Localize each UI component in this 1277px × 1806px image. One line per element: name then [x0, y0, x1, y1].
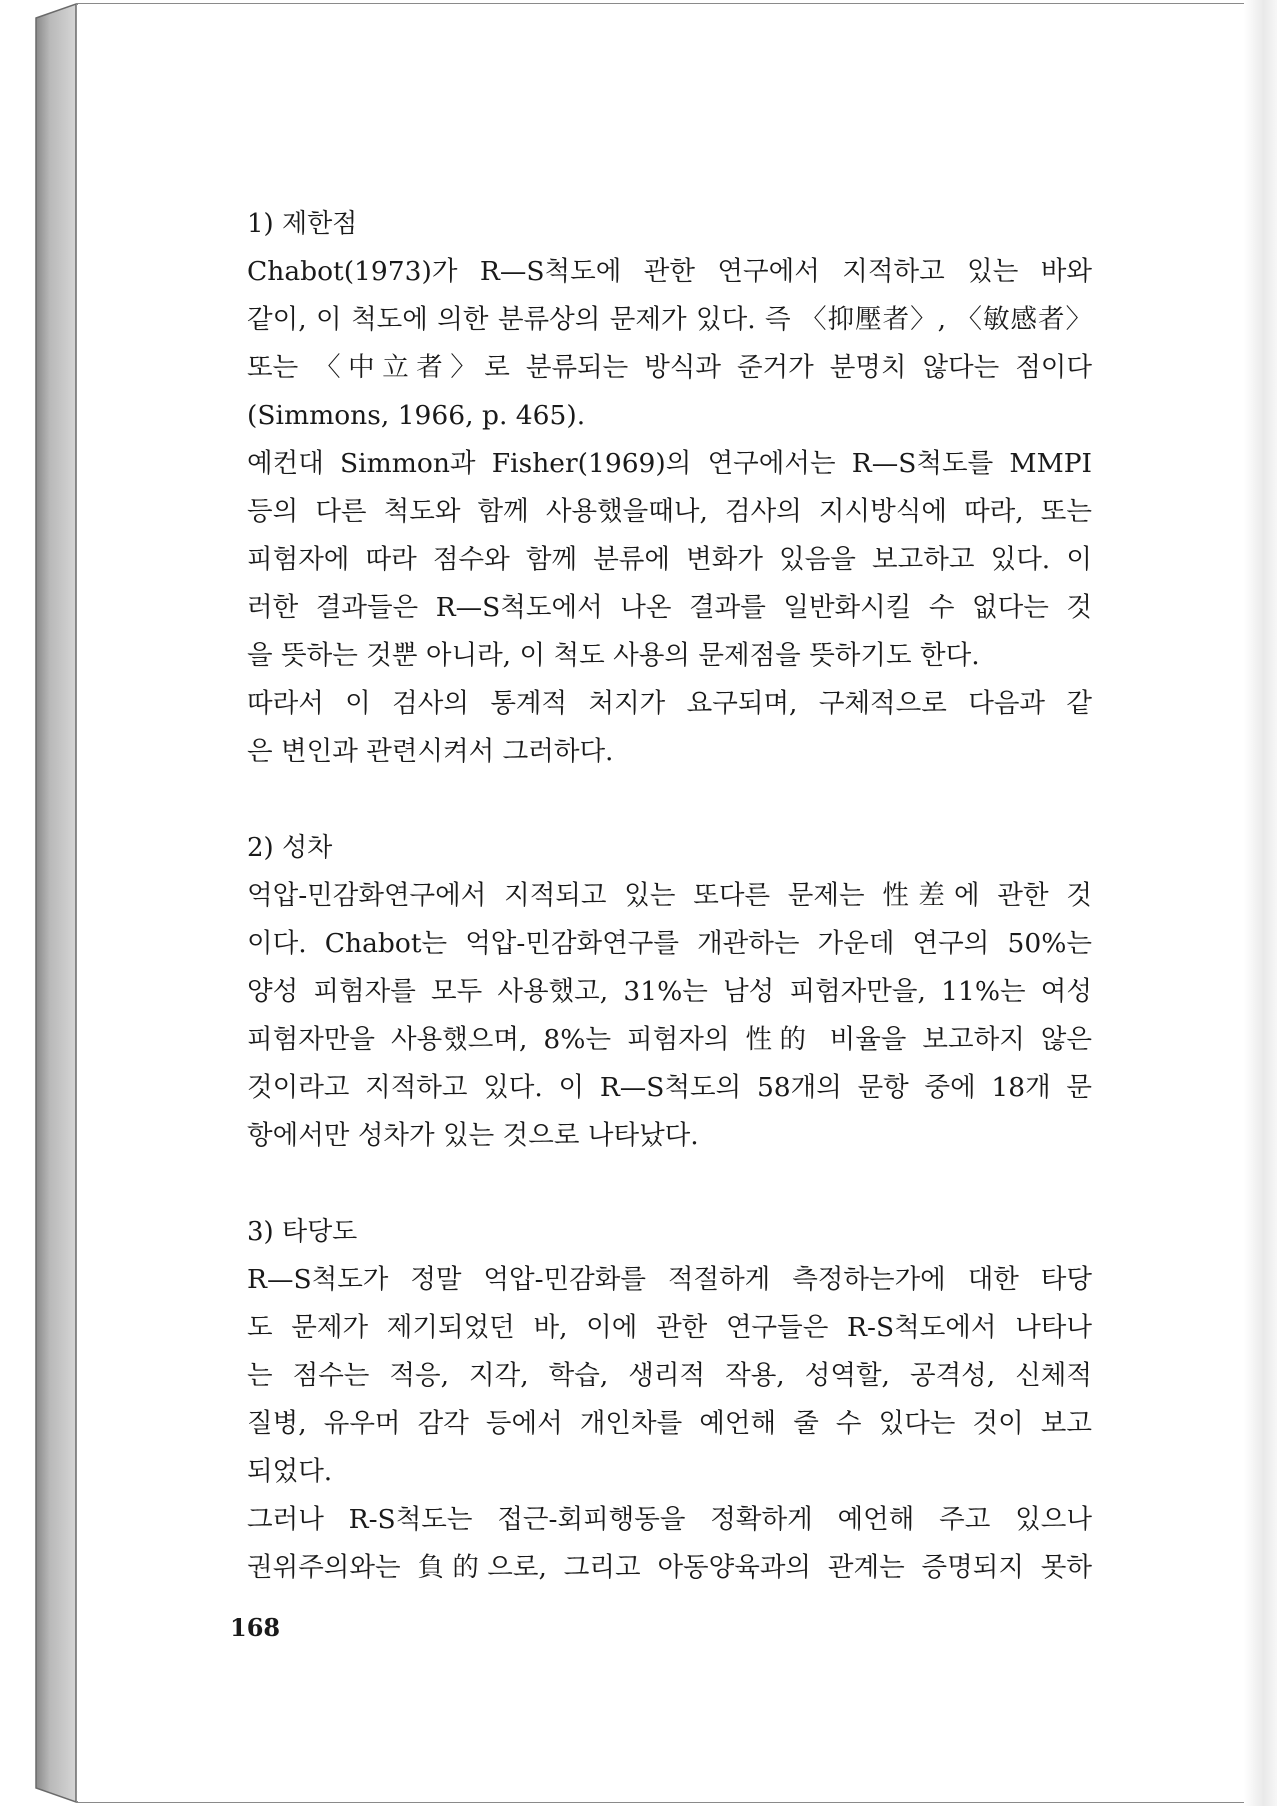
text-line: 은 변인과 관련시켜서 그러하다. — [247, 736, 614, 767]
section-heading-validity: 3) 타당도 — [247, 1217, 358, 1247]
page-body — [247, 200, 1092, 1592]
text-line: 따라서 이 검사의 통계적 처지가 요구되며, 구체적으로 다음과 같 — [247, 688, 1092, 719]
text-line: 것이라고 지적하고 있다. 이 R—S척도의 58개의 문항 중에 18개 문 — [247, 1072, 1092, 1103]
text-line: 피험자에 따라 점수와 함께 분류에 변화가 있음을 보고하고 있다. 이 — [247, 544, 1092, 575]
text-line: 항에서만 성차가 있는 것으로 나타났다. — [247, 1120, 699, 1151]
text-line: 는 점수는 적응, 지각, 학습, 생리적 작용, 성역할, 공격성, 신체적 — [247, 1360, 1092, 1391]
paragraph — [247, 680, 1092, 776]
paragraph — [247, 872, 1092, 1160]
text-line: 을 뜻하는 것뿐 아니라, 이 척도 사용의 문제점을 뜻하기도 한다. — [247, 640, 980, 671]
text-line: 등의 다른 척도와 함께 사용했을때나, 검사의 지시방식에 따라, 또는 — [247, 496, 1092, 527]
text-line: 도 문제가 제기되었던 바, 이에 관한 연구들은 R-S척도에서 나타나 — [247, 1312, 1092, 1343]
text-line: Chabot(1973)가 R—S척도에 관한 연구에서 지적하고 있는 바와 — [247, 256, 1092, 287]
page-right-shadow — [1244, 0, 1277, 1806]
text-line: (Simmons, 1966, p. 465). — [247, 400, 586, 431]
section-heading-sex-difference: 2) 성차 — [247, 833, 333, 863]
text-line: 예컨대 Simmon과 Fisher(1969)의 연구에서는 R—S척도를 MMPI — [247, 448, 1092, 479]
paragraph — [247, 248, 1092, 440]
text-line: 이다. Chabot는 억압-민감화연구를 개관하는 가운데 연구의 50%는 — [247, 928, 1092, 959]
text-line: 질병, 유우머 감각 등에서 개인차를 예언해 줄 수 있다는 것이 보고 — [247, 1408, 1092, 1439]
text-line: 또는 〈中立者〉로 분류되는 방식과 준거가 분명치 않다는 점이다 — [247, 352, 1092, 383]
text-line: 되었다. — [247, 1456, 333, 1487]
text-line: 권위주의와는 負的으로, 그리고 아동양육과의 관계는 증명되지 못하 — [247, 1552, 1092, 1583]
section-heading-limitations: 1) 제한점 — [247, 209, 358, 239]
text-line: 러한 결과들은 R—S척도에서 나온 결과를 일반화시킬 수 없다는 것 — [247, 592, 1092, 623]
text-line: 같이, 이 척도에 의한 분류상의 문제가 있다. 즉 〈抑壓者〉, 〈敏感者〉 — [247, 304, 1092, 335]
text-line: 피험자만을 사용했으며, 8%는 피험자의 性的 비율을 보고하지 않은 — [247, 1024, 1092, 1055]
text-line: R—S척도가 정말 억압-민감화를 적절하게 측정하는가에 대한 타당 — [247, 1264, 1092, 1295]
paragraph — [247, 1496, 1092, 1592]
text-line: 억압-민감화연구에서 지적되고 있는 또다른 문제는 性差에 관한 것 — [247, 880, 1092, 911]
paragraph — [247, 440, 1092, 680]
paragraph — [247, 1256, 1092, 1496]
page-number: 168 — [230, 1613, 281, 1642]
text-line: 양성 피험자를 모두 사용했고, 31%는 남성 피험자만을, 11%는 여성 — [247, 976, 1092, 1007]
text-line: 그러나 R-S척도는 접근-회피행동을 정확하게 예언해 주고 있으나 — [247, 1504, 1092, 1535]
